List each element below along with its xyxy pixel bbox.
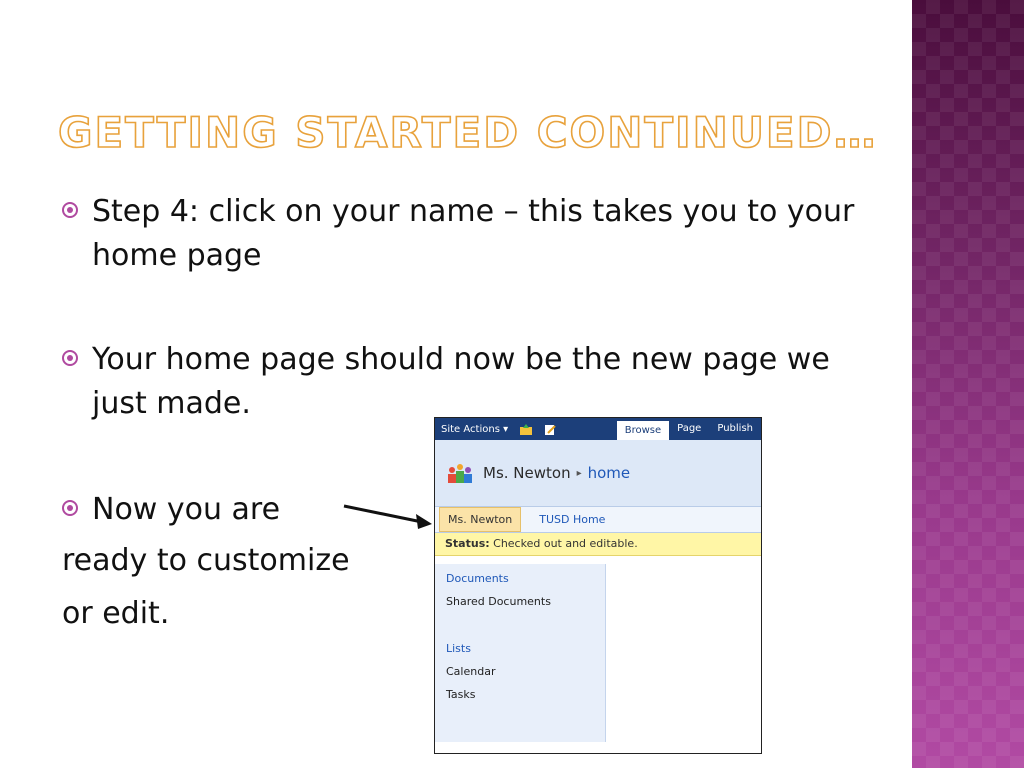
quick-launch-calendar[interactable]: Calendar (446, 665, 496, 678)
ribbon-bar (435, 418, 761, 440)
tab-publish[interactable]: Publish (717, 423, 753, 434)
site-title-area (435, 440, 761, 506)
sharepoint-screenshot (434, 417, 762, 754)
top-nav-ms-newton[interactable]: Ms. Newton (439, 507, 521, 532)
quick-launch (435, 564, 606, 742)
bullet-icon (62, 350, 78, 366)
quick-launch-shared-documents[interactable]: Shared Documents (446, 595, 551, 608)
bullet-text: Your home page should now be the new page we just made. (92, 342, 830, 421)
continuation-line: ready to customize (62, 543, 350, 578)
folder-up-icon[interactable] (520, 424, 532, 435)
status-bar (435, 533, 761, 556)
bullet-icon (62, 202, 78, 218)
bullet-text: Step 4: click on your name – this takes you to your home page (92, 194, 855, 273)
bullet-now-ready (62, 488, 362, 532)
edit-page-icon[interactable] (544, 424, 556, 435)
quick-launch-lists-header[interactable]: Lists (446, 642, 471, 655)
pointer-arrow-icon (340, 498, 436, 532)
tab-page[interactable]: Page (677, 423, 702, 434)
people-icon (445, 461, 475, 485)
page-name: home (587, 464, 631, 482)
tab-browse[interactable]: Browse (617, 421, 669, 440)
bullet-home-page (62, 338, 862, 426)
site-name-link[interactable]: Ms. Newton (483, 464, 571, 482)
continuation-line: or edit. (62, 596, 170, 631)
status-label: Status: (445, 537, 490, 550)
top-nav (435, 506, 761, 533)
bullet-icon (62, 500, 78, 516)
site-actions-menu[interactable]: Site Actions ▾ (441, 423, 509, 435)
status-text: Checked out and editable. (493, 537, 638, 550)
quick-launch-documents-header[interactable]: Documents (446, 572, 509, 585)
bullet-step-4 (62, 190, 862, 278)
quick-launch-tasks[interactable]: Tasks (446, 688, 476, 701)
breadcrumb-separator-icon: ▸ (576, 467, 582, 479)
slide-title: GETTING STARTED CONTINUED… (58, 108, 878, 157)
decorative-side-band (912, 0, 1024, 768)
top-nav-tusd-home[interactable]: TUSD Home (539, 513, 606, 526)
bullet-text: Now you are (92, 492, 281, 527)
